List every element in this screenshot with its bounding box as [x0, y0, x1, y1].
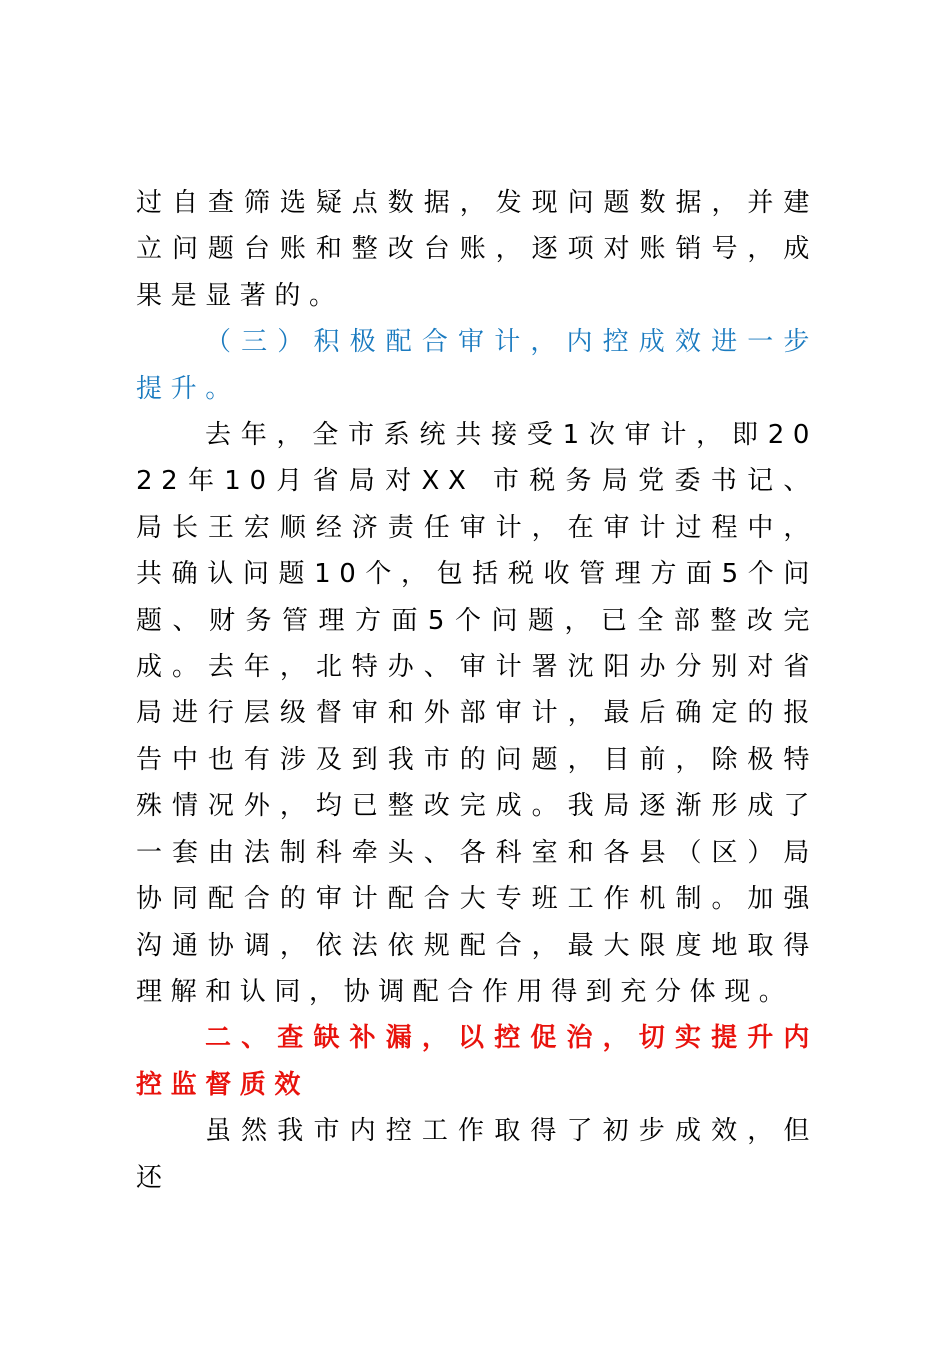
body-paragraph-continued: 过自查筛选疑点数据，发现问题数据，并建立问题台账和整改台账，逐项对账销号，成果是显著的。 [136, 188, 818, 311]
body-paragraph-intro: 虽然我市内控工作取得了初步成效，但还 [136, 1116, 818, 1193]
body-paragraph-audit: 去年，全市系统共接受1次审计，即2022年10月省局对XX 市税务局党委书记、局长王宏顺经济责任审计，在审计过程中，共确认问题10个，包括税收管理方面5个问题、财务管理方面5个问题，已全部整改完成。去年，北特办、审计署沈阳办分别对省局进行层级督审和外部审计，最后确定的报告中也有涉及到我市的问题，目前，除极特殊情况外，均已整改完成。我局逐渐形成了一套由法制科牵头、各科室和各县（区）局协同配合的审计配合大专班工作机制。加强沟通协调，依法依规配合，最大限度地取得理解和认同，协调配合作用得到充分体现。 [136, 420, 818, 1007]
section-heading-3: （三）积极配合审计，内控成效进一步提升。 [136, 327, 818, 404]
document-body [136, 180, 818, 1201]
section-heading-2: 二、查缺补漏，以控促治，切实提升内控监督质效 [136, 1023, 818, 1100]
